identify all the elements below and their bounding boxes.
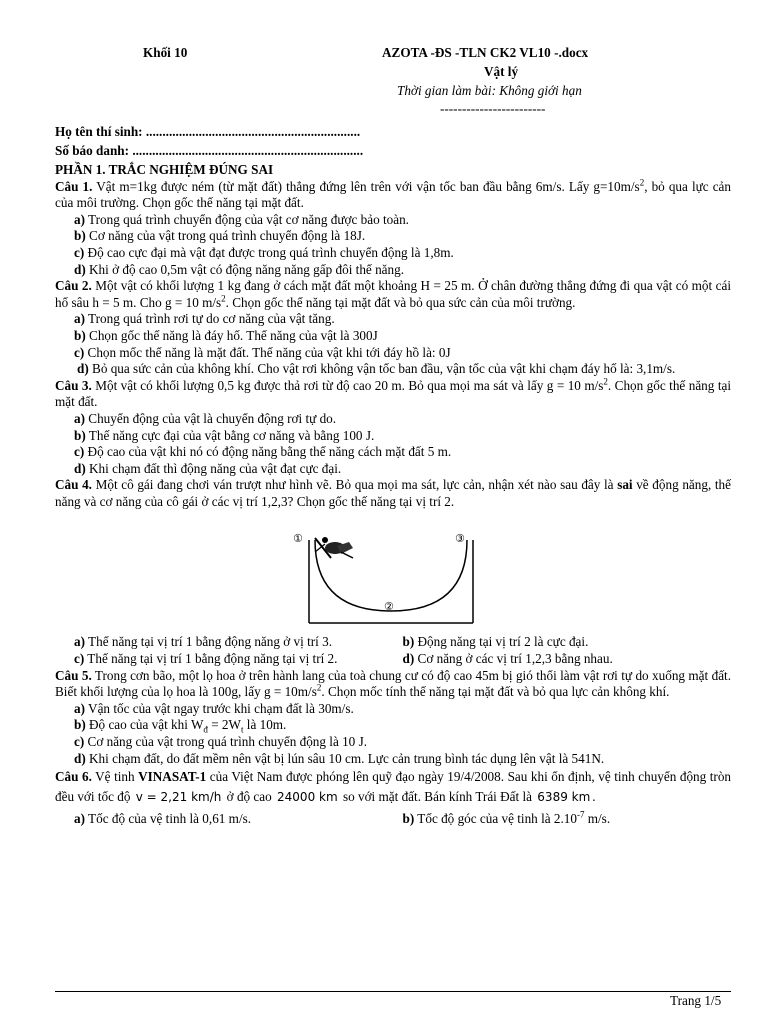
option-text: Tốc độ của vệ tinh là 0,61 m/s. bbox=[85, 811, 252, 827]
option-key: a) bbox=[74, 410, 85, 426]
option-6b bbox=[403, 811, 732, 828]
option-key: c) bbox=[74, 734, 85, 750]
question-label: Câu 6. bbox=[55, 769, 92, 785]
option-key: c) bbox=[74, 244, 85, 260]
time-limit: Thời gian làm bài: Không giới hạn bbox=[397, 83, 582, 98]
option-key: d) bbox=[402, 651, 415, 667]
option-2c bbox=[55, 345, 731, 362]
option-key: a) bbox=[74, 311, 85, 327]
subject-title: Vật lý bbox=[484, 64, 519, 79]
superscript: 2 bbox=[221, 293, 226, 304]
question-text: , bỏ qua lực cản của môi trường. Chọn gốc thế năng tại mặt đất. bbox=[55, 178, 731, 211]
question-label: Câu 3. bbox=[55, 377, 92, 393]
student-id-field: Số báo danh: ...................................................................... bbox=[55, 143, 364, 158]
option-5b bbox=[55, 717, 731, 734]
question-1 bbox=[55, 179, 731, 212]
option-4d bbox=[403, 651, 732, 668]
option-text: Độ cao của vật khi nó có động năng bằng thế năng cách mặt đất 5 m. bbox=[84, 444, 452, 460]
option-text: Trong quá trình chuyển động của vật cơ năng được bảo toàn. bbox=[85, 211, 409, 227]
superscript: 2 bbox=[639, 177, 645, 188]
position-2-label: ② bbox=[384, 600, 394, 614]
question-text: . Chọn gốc thế năng tại mặt đất. bbox=[55, 377, 731, 410]
option-2a bbox=[55, 311, 731, 328]
option-text: Khi chạm đất, do đất mềm nên vật bị lún sâu 10 cm. Lực cản trung bình tác dụng lên vật là 541N. bbox=[85, 750, 605, 766]
question-label: Câu 1. bbox=[55, 178, 93, 194]
skateboard-ramp-figure bbox=[291, 528, 491, 628]
option-1b bbox=[55, 228, 731, 245]
radius-formula: 6389 km bbox=[537, 790, 591, 805]
option-key: a) bbox=[74, 634, 85, 650]
option-key: b) bbox=[402, 634, 415, 650]
question-label: Câu 2. bbox=[55, 278, 92, 294]
option-5a bbox=[55, 701, 731, 718]
option-key: d) bbox=[74, 261, 86, 277]
option-key: d) bbox=[74, 460, 86, 476]
option-text: Thế năng tại vị trí 1 bằng động năng tại vị trí 2. bbox=[84, 651, 338, 667]
option-2b bbox=[55, 328, 731, 345]
question-text: Một vật có khối lượng 0,5 kg được thả rơi từ độ cao 20 m. Bỏ qua mọi ma sát và lấy g = 10 m/s bbox=[91, 377, 604, 393]
question-text: Một vật có khối lượng 1 kg đang ở cách mặt đất một khoảng H = 25 m. Ở chân đường thẳng đứng đi qua vật có một cái hố sâu h = 5 m. Cho g = 10 m/s bbox=[55, 278, 732, 310]
page-number: Trang 1/5 bbox=[670, 993, 722, 1008]
question-text: Trong cơn bão, một lọ hoa ở trên hành lang của toà chung cư có độ cao 45m bị gió thổi làm vật rơi tự do xuống mặt đất. Biết khối lượng của lọ hoa là 100g, lấy g = 10m/s bbox=[55, 667, 732, 700]
option-text: Khi chạm đất thì động năng của vật đạt cực đại. bbox=[85, 460, 342, 476]
option-key: b) bbox=[402, 811, 415, 827]
grade-label: Khối 10 bbox=[143, 45, 188, 60]
satellite-name: VINASAT-1 bbox=[138, 769, 207, 785]
option-5c bbox=[55, 734, 731, 751]
option-key: b) bbox=[74, 327, 86, 343]
question-text: Vật m=1kg được ném (từ mặt đất) thẳng đứng lên trên với vận tốc ban đầu bằng 6m/s. Lấy g=10m/s bbox=[92, 178, 640, 194]
option-key: a) bbox=[74, 811, 85, 827]
options-row-4cd bbox=[55, 651, 731, 668]
question-text: Vệ tinh bbox=[91, 769, 139, 785]
student-name-field: Họ tên thí sinh: ................................................................. bbox=[55, 124, 361, 139]
position-1-label: ① bbox=[293, 532, 303, 546]
option-text: là 10m. bbox=[243, 717, 287, 733]
question-text: . bbox=[592, 789, 596, 805]
option-text: Thế năng tại vị trí 1 bằng động năng ở vị trí 3. bbox=[85, 634, 332, 650]
option-5d bbox=[55, 751, 731, 768]
option-key: c) bbox=[74, 444, 85, 460]
skater-figure bbox=[315, 537, 353, 558]
file-title: AZOTA -ĐS -TLN CK2 VL10 -.docx bbox=[382, 45, 589, 60]
question-text: so với mặt đất. Bán kính Trái Đất là bbox=[339, 789, 536, 805]
option-text: Độ cao của vật khi W bbox=[85, 717, 204, 733]
question-5 bbox=[55, 668, 731, 701]
option-text: Chọn mốc thế năng là mặt đất. Thế năng của vật khi tới đáy hồ là: 0J bbox=[84, 344, 451, 360]
superscript: 2 bbox=[316, 682, 322, 693]
option-key: b) bbox=[74, 717, 86, 733]
option-3c bbox=[55, 444, 731, 461]
option-1d bbox=[55, 262, 731, 279]
speed-formula: v = 2,21 km/h bbox=[135, 790, 222, 805]
question-4 bbox=[55, 477, 731, 510]
position-3-label: ③ bbox=[455, 532, 465, 546]
section-title: PHẦN 1. TRẮC NGHIỆM ĐÚNG SAI bbox=[55, 162, 274, 177]
option-text: m/s. bbox=[584, 811, 611, 827]
option-key: a) bbox=[74, 700, 85, 716]
option-1a bbox=[55, 212, 731, 229]
option-text: Cơ năng ở các vị trí 1,2,3 bằng nhau. bbox=[414, 651, 613, 667]
subscript: t bbox=[240, 725, 244, 736]
figure-container bbox=[55, 510, 731, 634]
option-text: Vận tốc của vật ngay trước khi chạm đất là 30m/s. bbox=[85, 700, 354, 716]
option-4b bbox=[403, 634, 732, 651]
option-text: Cơ năng của vật trong quá trình chuyển động là 18J. bbox=[85, 228, 366, 244]
option-key: c) bbox=[74, 651, 85, 667]
option-key: d) bbox=[77, 361, 89, 377]
question-label: Câu 5. bbox=[55, 667, 92, 683]
emphasis-word: sai bbox=[617, 477, 633, 493]
option-text: Chuyển động của vật là chuyển động rơi tự do. bbox=[85, 410, 337, 426]
option-1c bbox=[55, 245, 731, 262]
option-text: Khi ở độ cao 0,5m vật có động năng năng gấp đôi thế năng. bbox=[85, 261, 405, 277]
height-formula: 24000 km bbox=[277, 790, 338, 805]
options-row-4ab bbox=[55, 634, 731, 651]
option-text: Bỏ qua sức cản của không khí. Cho vật rơi không vận tốc ban đầu, vận tốc của vật khi chạm đáy hố là: 3,1m/s. bbox=[88, 361, 676, 377]
option-text: Cơ năng của vật trong quá trình chuyển động là 10 J. bbox=[84, 734, 368, 750]
option-text: Tốc độ góc của vệ tinh là 2.10 bbox=[414, 811, 577, 827]
option-4c bbox=[74, 651, 403, 668]
question-3 bbox=[55, 378, 731, 411]
question-text: về động năng, thế năng và cơ năng của cô gái ở các vị trí 1,2,3? Chọn gốc thế năng tại vị trí 2. bbox=[55, 477, 731, 509]
option-text: Trong quá trình rơi tự do cơ năng của vật tăng. bbox=[85, 311, 335, 327]
option-text: Động năng tại vị trí 2 là cực đại. bbox=[414, 634, 589, 650]
question-label: Câu 4. bbox=[55, 477, 92, 493]
option-3b bbox=[55, 428, 731, 445]
option-text: Độ cao cực đại mà vật đạt được trong quá trình chuyển động là 1,8m. bbox=[84, 244, 454, 260]
superscript: -7 bbox=[576, 809, 585, 820]
superscript: 2 bbox=[603, 376, 608, 387]
header-separator: ------------------------ bbox=[440, 101, 546, 116]
option-key: b) bbox=[74, 427, 86, 443]
option-2d bbox=[55, 361, 731, 378]
option-6a bbox=[74, 811, 403, 828]
question-text: Một cô gái đang chơi ván trượt như hình vẽ. Bỏ qua mọi ma sát, lực cản, nhận xét nào sau đây là bbox=[91, 477, 618, 493]
question-2 bbox=[55, 278, 731, 311]
subscript: đ bbox=[203, 725, 208, 736]
option-text: Thế năng cực đại của vật bằng cơ năng và bằng 100 J. bbox=[85, 427, 375, 443]
option-4a bbox=[74, 634, 403, 651]
question-6 bbox=[55, 767, 731, 807]
question-text: ở độ cao bbox=[223, 789, 276, 805]
options-row-6ab bbox=[55, 811, 731, 828]
question-text: . Chọn gốc thế năng tại mặt đất và bỏ qua sức cản của môi trường. bbox=[225, 294, 576, 310]
option-key: c) bbox=[74, 344, 85, 360]
option-key: d) bbox=[74, 750, 86, 766]
question-text: . Chọn mốc tính thế năng tại mặt đất và bỏ qua lực cản không khí. bbox=[321, 684, 670, 700]
option-key: a) bbox=[74, 211, 85, 227]
footer-divider bbox=[55, 991, 731, 992]
option-text: Chọn gốc thế năng là đáy hố. Thế năng của vật là 300J bbox=[85, 327, 378, 343]
exam-body bbox=[55, 162, 731, 828]
question-text: của Việt Nam được phóng lên quỹ đạo ngày 19/4/2008. Sau khi ổn định, vệ tinh chuyển động tròn đều với tốc độ bbox=[55, 769, 732, 805]
option-text: = 2W bbox=[207, 717, 241, 733]
option-key: b) bbox=[74, 228, 86, 244]
option-3d bbox=[55, 461, 731, 478]
option-3a bbox=[55, 411, 731, 428]
